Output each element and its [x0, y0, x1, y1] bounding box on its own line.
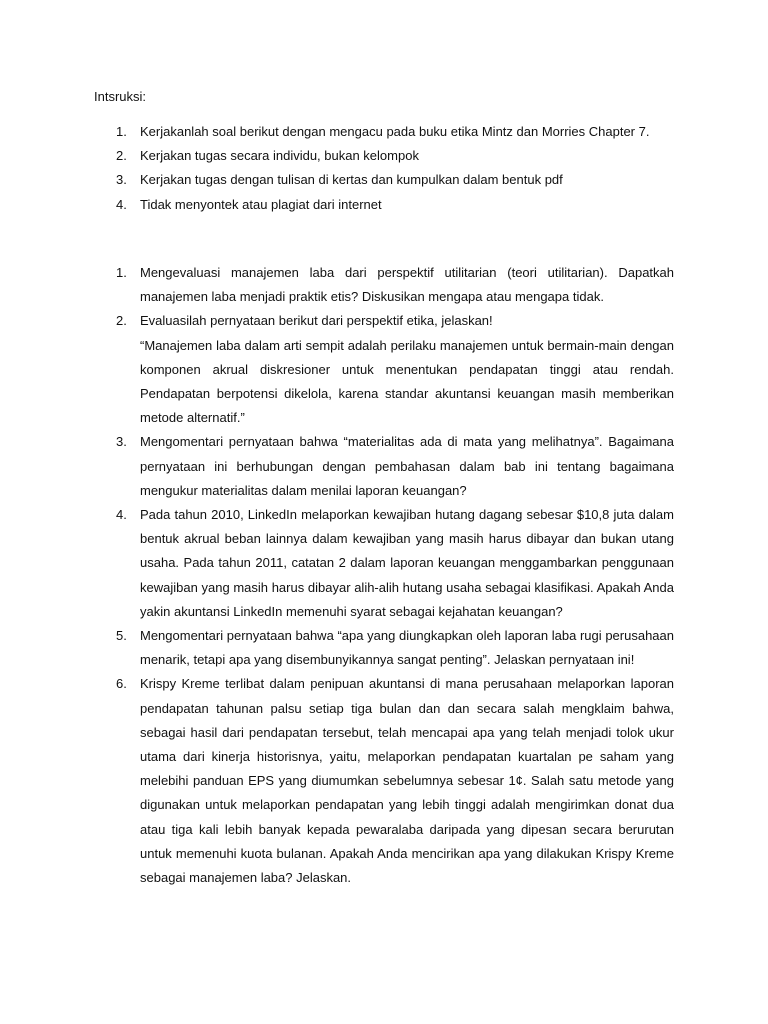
question-item: [0, 624, 768, 672]
question-number: 5.: [116, 628, 127, 644]
question-number: 3.: [116, 434, 127, 450]
instruction-item: [0, 168, 768, 192]
instruction-item: [0, 193, 768, 217]
question-item: [0, 430, 768, 503]
instructions-list: [0, 120, 768, 217]
instruction-number: 2.: [116, 148, 127, 164]
instruction-item: [0, 120, 768, 144]
question-item: [0, 309, 768, 430]
question-text: [140, 309, 674, 430]
questions-list: [0, 261, 768, 890]
instruction-number: 3.: [116, 172, 127, 188]
instruction-number: 1.: [116, 124, 127, 139]
question-item: [0, 672, 768, 890]
instruction-text: Kerjakan tugas dengan tulisan di kertas dan kumpulkan dalam bentuk pdf: [140, 172, 563, 188]
instructions-heading: Intsruksi:: [94, 89, 147, 104]
instruction-text: Tidak menyontek atau plagiat dari internet: [140, 196, 382, 212]
question-number: 2.: [116, 313, 127, 329]
question-text: Mengomentari pernyataan bahwa “apa yang diungkapkan oleh laporan laba rugi perusahaan menarik, tetapi apa yang disembunyikannya sangat penting”. Jelaskan pernyataan ini!: [140, 628, 674, 668]
instruction-item: [0, 144, 768, 168]
question-number: 4.: [116, 507, 127, 523]
question-text: Mengomentari pernyataan bahwa “materialitas ada di mata yang melihatnya”. Bagaimana pernyataan ini berhubungan dengan pembahasan dalam bab ini tentang bagaimana mengukur materialitas dalam menilai laporan keuangan?: [140, 434, 674, 498]
question-item: [0, 261, 768, 309]
question-item: [0, 503, 768, 624]
question-text: Krispy Kreme terlibat dalam penipuan akuntansi di mana perusahaan melaporkan laporan pendapatan tahunan palsu setiap tiga bulan dan dan secara salah mengklaim bahwa, sebagai hasil dari pendapatan tersebut, telah mencapai apa yang telah menjadi tolok ukur utama dari kinerja historisnya, yaitu, melaporkan pendapatan kuartalan pe saham yang melebihi panduan EPS yang diumumkan sebelumnya sebesar 1¢. Salah satu metode yang digunakan untuk melaporkan pendapatan yang lebih tinggi adalah mengirimkan donat dua atau tiga kali lebih banyak kepada pewaralaba daripada yang dipesan secara berurutan untuk memenuhi kuota bulanan. Apakah Anda mencirikan apa yang dilakukan Krispy Kreme sebagai manajemen laba? Jelaskan.: [140, 676, 674, 886]
question-quote: “Manajemen laba dalam arti sempit adalah perilaku manajemen untuk bermain-main dengan komponen akrual diskresioner untuk menentukan pendapatan tinggi atau rendah. Pendapatan berpotensi dikelola, karena standar akuntansi keuangan masih memberikan metode alternatif.”: [140, 337, 674, 426]
question-text: Pada tahun 2010, LinkedIn melaporkan kewajiban hutang dagang sebesar $10,8 juta dalam bentuk akrual beban lainnya dalam kewajiban yang masih harus dibayar dan bukan utang usaha. Pada tahun 2011, catatan 2 dalam laporan keuangan menggambarkan penggunaan kewajiban yang masih harus dibayar alih-alih hutang usaha sebagai klasifikasi. Apakah Anda yakin akuntansi LinkedIn memenuhi syarat sebagai kejahatan keuangan?: [140, 507, 674, 619]
question-text: Mengevaluasi manajemen laba dari perspektif utilitarian (teori utilitarian). Dapatkah manajemen laba menjadi praktik etis? Diskusikan mengapa atau mengapa tidak.: [140, 265, 674, 305]
instruction-text: Kerjakanlah soal berikut dengan mengacu pada buku etika Mintz dan Morries Chapter 7.: [140, 124, 650, 139]
question-prompt: Evaluasilah pernyataan berikut dari perspektif etika, jelaskan!: [140, 313, 493, 329]
question-number: 6.: [116, 676, 127, 692]
instruction-number: 4.: [116, 196, 127, 212]
question-number: 1.: [116, 265, 127, 280]
instruction-text: Kerjakan tugas secara individu, bukan kelompok: [140, 148, 419, 164]
